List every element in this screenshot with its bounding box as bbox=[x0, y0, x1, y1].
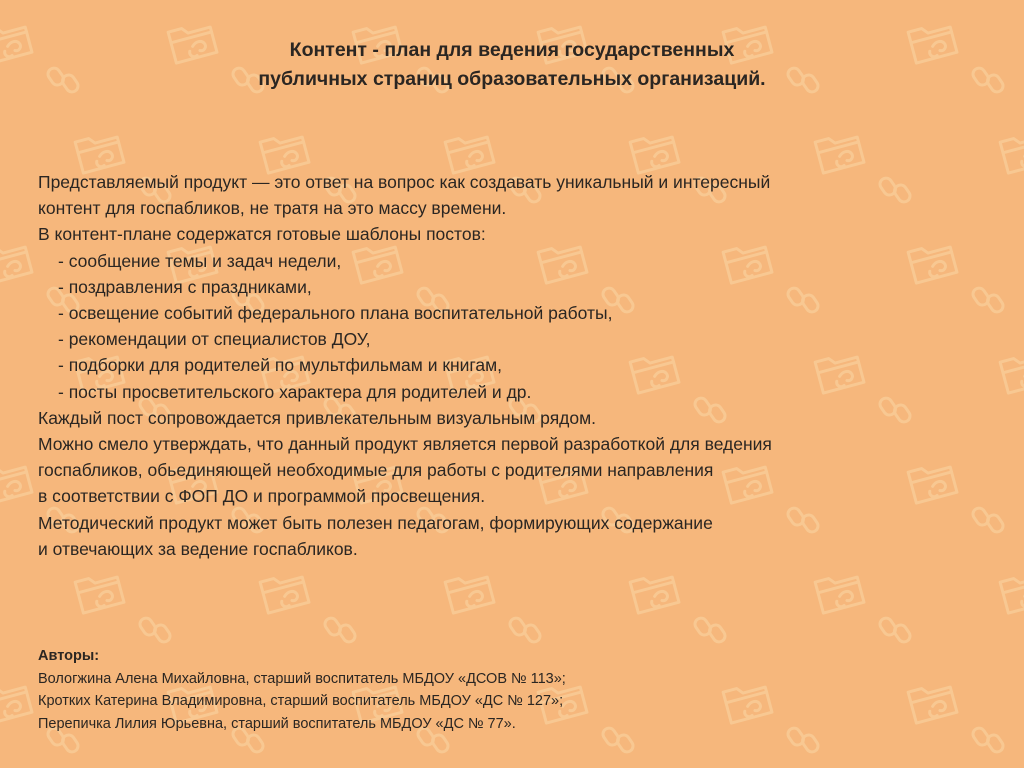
claim-line-1: Можно смело утверждать, что данный продукт является первой разработкой для ведения bbox=[38, 434, 772, 455]
author-entry: Перепичка Лилия Юрьевна, старший воспитатель МБДОУ «ДС № 77». bbox=[38, 715, 516, 732]
author-entry: Кротких Катерина Владимировна, старший воспитатель МБДОУ «ДС № 127»; bbox=[38, 693, 564, 709]
authors-heading: Авторы: bbox=[38, 648, 100, 664]
title-line-2: публичных страниц образовательных организаций. bbox=[258, 68, 766, 90]
useful-line-1: Методический продукт может быть полезен педагогам, формирующих содержание bbox=[38, 512, 713, 533]
page-title bbox=[180, 36, 844, 94]
claim-line-3: в соответствии с ФОП ДО и программой просвещения. bbox=[38, 486, 486, 507]
list-item: - сообщение темы и задач недели, bbox=[58, 250, 342, 271]
list-intro: В контент-плане содержатся готовые шаблоны постов: bbox=[38, 224, 486, 245]
list-item: - освещение событий федерального плана воспитательной работы, bbox=[58, 303, 613, 324]
visual-line: Каждый пост сопровождается привлекательным визуальным рядом. bbox=[38, 407, 597, 428]
list-item: - поздравления с праздниками, bbox=[58, 276, 312, 297]
useful-line-2: и отвечающих за ведение госпабликов. bbox=[38, 538, 358, 559]
list-item: - рекомендации от специалистов ДОУ, bbox=[58, 329, 371, 350]
authors-section bbox=[38, 645, 998, 735]
list-item: - посты просветительского характера для родителей и др. bbox=[58, 381, 532, 402]
description bbox=[38, 169, 998, 562]
list-item: - подборки для родителей по мультфильмам и книгам, bbox=[58, 355, 503, 376]
claim-line-2: госпабликов, обьединяющей необходимые для работы с родителями направления bbox=[38, 460, 714, 481]
intro-line-1: Представляемый продукт — это ответ на вопрос как создавать уникальный и интересный bbox=[38, 172, 771, 192]
title-line-1: Контент - план для ведения государственных bbox=[289, 39, 735, 61]
intro-line-2: контент для госпабликов, не тратя на это массу времени. bbox=[38, 198, 507, 219]
author-entry: Вологжина Алена Михайловна, старший воспитатель МБДОУ «ДСОВ № 113»; bbox=[38, 670, 566, 687]
